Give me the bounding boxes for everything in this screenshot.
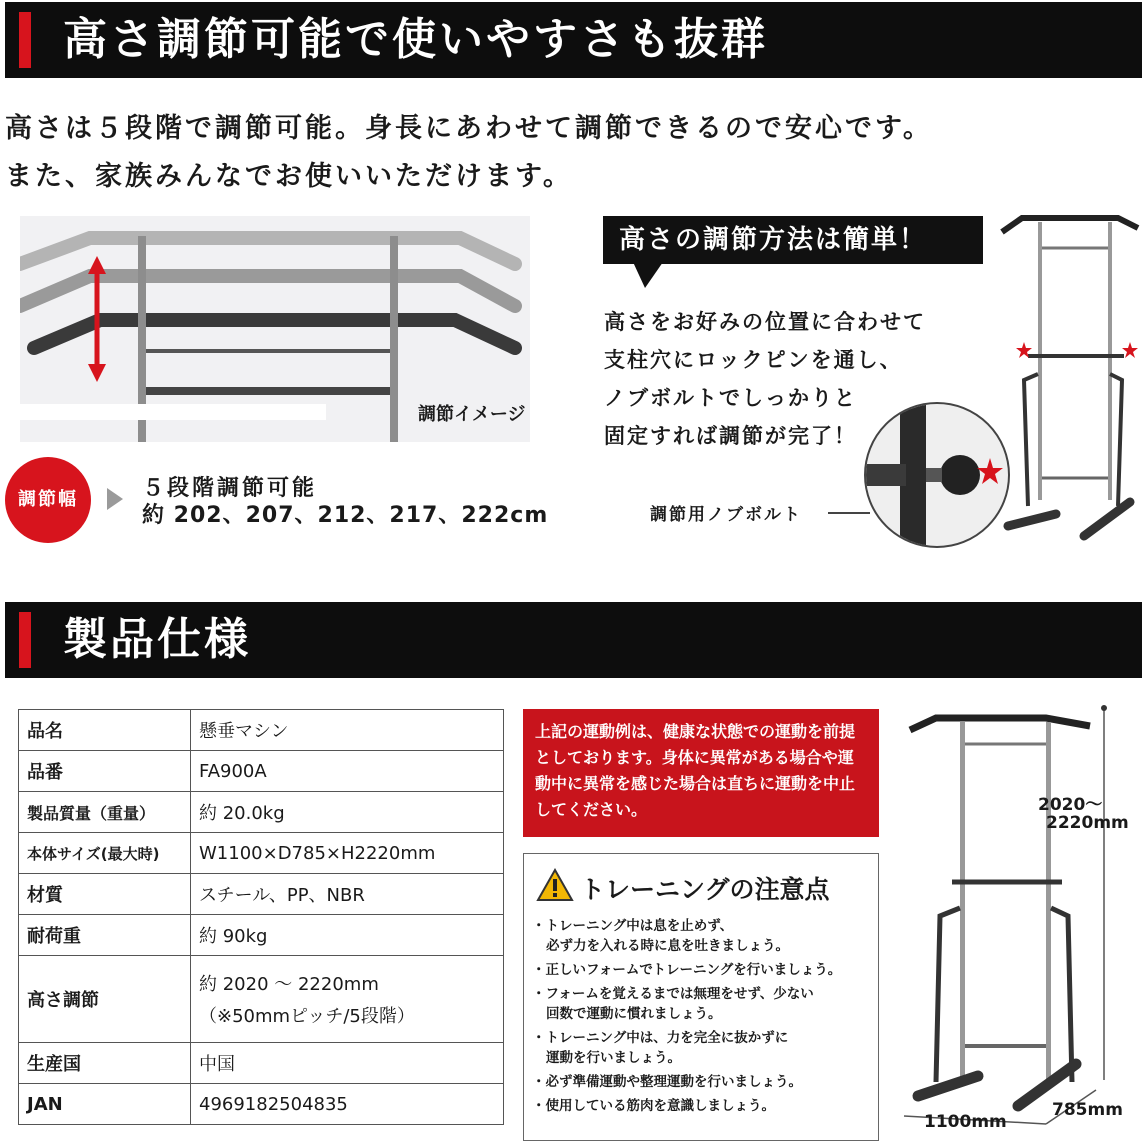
caution-title: トレーニングの注意点 [580,875,830,904]
spec-row [19,751,504,792]
spec-row [19,956,504,1043]
dim-height-1: 2020～ [1038,795,1103,815]
banner-title-spec: 製品仕様 [63,614,251,665]
dim-width: 1100mm [924,1112,1007,1132]
spec-value-note: （※50mmピッチ/5段階） [199,1006,415,1027]
spec-value-multi [191,956,504,1043]
step-line-3: ノブボルトでしっかりと [604,386,857,410]
banner-title: 高さ調節可能で使いやすさも抜群 [63,14,768,65]
banner-accent [19,12,31,68]
knob-leader-line [828,512,870,514]
spec-row [19,1084,504,1125]
spec-key: 本体サイズ(最大時) [19,833,191,874]
spec-value: FA900A [191,751,504,792]
spec-value: W1100×D785×H2220mm [191,833,504,874]
range-arrow-icon [107,488,123,510]
spec-key: 生産国 [19,1043,191,1084]
spec-key: 材質 [19,874,191,915]
spec-row [19,792,504,833]
caution-box [523,853,879,1141]
intro-line-1: 高さは５段階で調節可能。身長にあわせて調節できるので安心です。 [5,113,933,144]
machine-dimension-figure [896,700,1146,1140]
spec-key: 品名 [19,710,191,751]
warning-triangle-icon [536,868,574,902]
spec-key: 高さ調節 [19,956,191,1043]
intro-line-2: また、家族みんなでお使いいただけます。 [5,161,573,192]
step-line-2: 支柱穴にロックピンを通し、 [604,348,903,372]
step-line-1: 高さをお好みの位置に合わせて [604,310,926,334]
spec-value: 約 20.0kg [191,792,504,833]
spec-value: 4969182504835 [191,1084,504,1125]
bubble-title: 高さの調節方法は簡単！ [603,216,983,264]
caution-item: ・ 必ず準備運動や整理運動を行いましょう。 [532,1072,841,1092]
spec-value: 懸垂マシン [191,710,504,751]
banner-accent-2 [19,612,31,668]
range-line-1: ５段階調節可能 [142,476,318,501]
dim-height-2: 2220mm [1046,813,1129,833]
caution-item: ・ 使用している筋肉を意識しましょう。 [532,1096,841,1116]
warning-box: 上記の運動例は、健康な状態での運動を前提としております。身体に異常がある場合や運動中に異常を感じた場合は直ちに運動を中止してください。 [523,709,879,837]
spec-key: 品番 [19,751,191,792]
spec-row [19,915,504,956]
spec-row [19,833,504,874]
caution-item: ・ フォームを覚えるまでは無理をせず、少ない 回数で運動に慣れましょう。 [532,984,841,1024]
section-banner-spec [5,602,1142,678]
bubble-tail [633,262,663,288]
section-banner-adjust [5,2,1142,78]
spec-key: 製品質量（重量） [19,792,191,833]
range-badge: 調節幅 [5,457,91,543]
spec-row [19,710,504,751]
dim-depth: 785mm [1052,1100,1123,1120]
spec-value: スチール、PP、NBR [191,874,504,915]
spec-value: 中国 [191,1043,504,1084]
caution-item: ・ 正しいフォームでトレーニングを行いましょう。 [532,960,841,980]
range-line-2: 約 202、207、212、217、222cm [142,503,549,528]
spec-value: 約 90kg [191,915,504,956]
knob-label: 調節用ノブボルト [650,505,802,525]
caution-item: ・ トレーニング中は息を止めず、 必ず力を入れる時に息を吐きましょう。 [532,916,841,956]
caution-item: ・ トレーニング中は、力を完全に抜かずに 運動を行いましょう。 [532,1028,841,1068]
spec-row [19,1043,504,1084]
spec-value: 約 2020 ～ 2220mm [199,974,379,995]
knob-detail-image [864,402,1010,548]
caution-list [532,916,841,1120]
image-caption: 調節イメージ [418,404,526,425]
spec-key: JAN [19,1084,191,1125]
machine-figure-small [998,210,1144,550]
step-line-4: 固定すれば調節が完了！ [604,424,857,448]
spec-table [18,709,504,1125]
spec-key: 耐荷重 [19,915,191,956]
spec-row [19,874,504,915]
